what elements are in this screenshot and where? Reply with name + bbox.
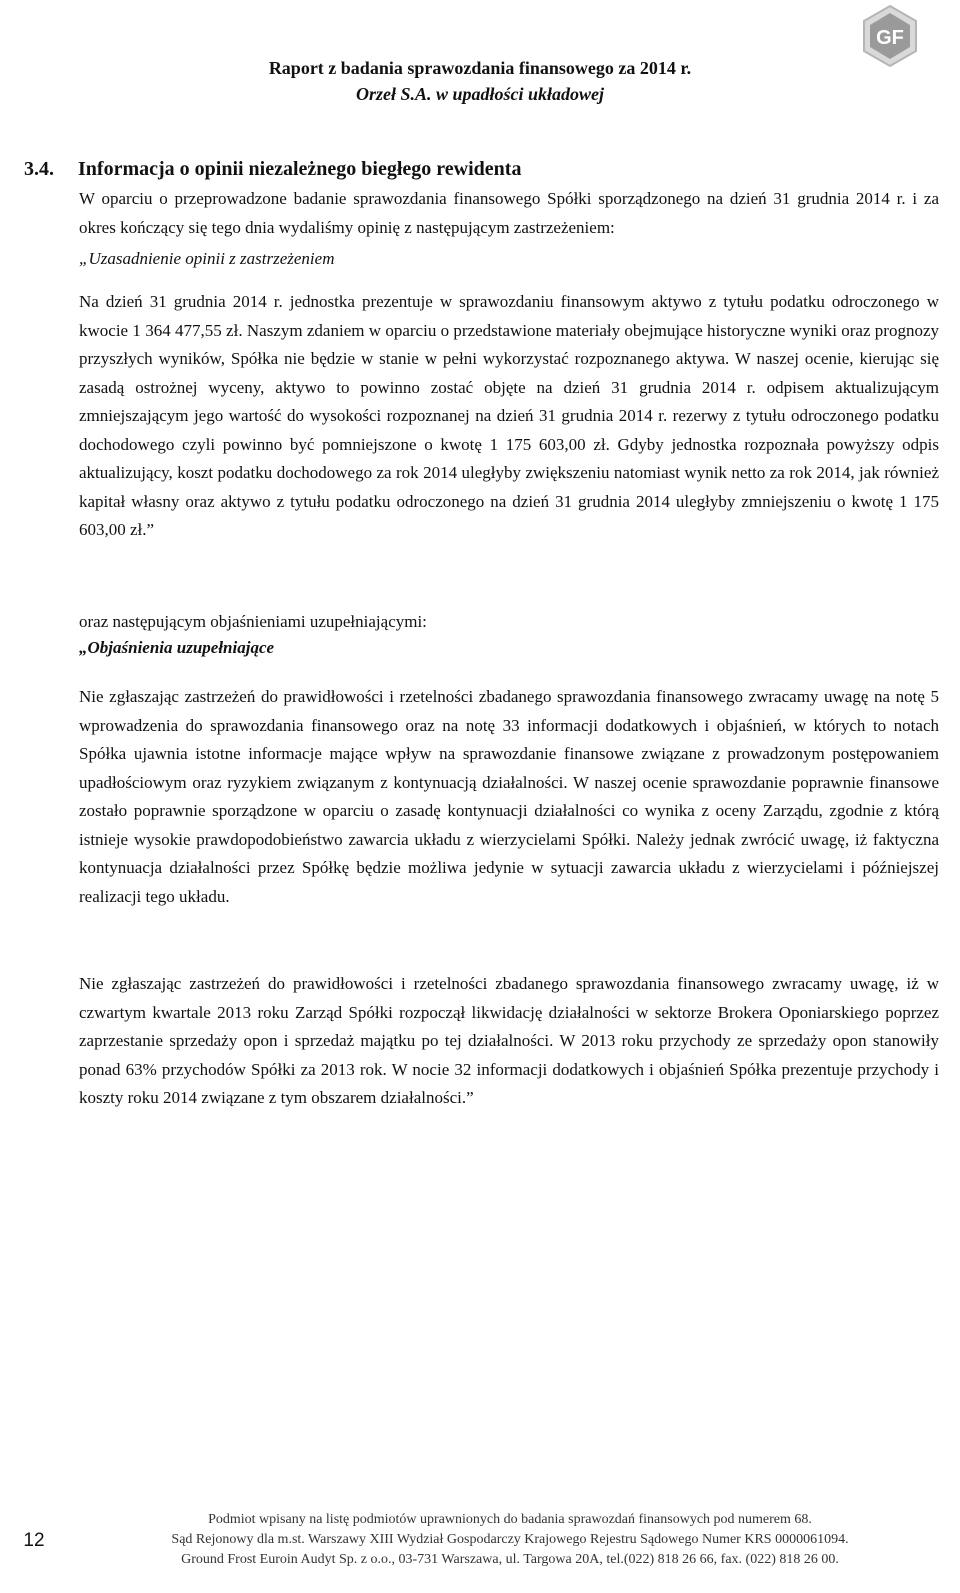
report-title: Raport z badania sprawozdania finansowego za 2014 r.	[268, 58, 692, 78]
footer-line-1: Podmiot wpisany na listę podmiotów uprawnionych do badania sprawozdań finansowych pod numerem 68.	[208, 1512, 812, 1527]
footer	[80, 1510, 940, 1570]
explanation-paragraph-2: Nie zgłaszając zastrzeżeń do prawidłowości i rzetelności zbadanego sprawozdania finansowego zwracamy uwagę, iż w czwartym kwartale 2013 roku Zarząd Spółki rozpoczął likwidację działalności w sektorze Brokera Oponiarskiego poprzez zaprzestanie sprzedaży opon i sprzedaż majątku po tej działalności. W 2013 roku przychody ze sprzedaży opon stanowiły ponad 63% przychodów Spółki za 2013 rok. W nocie 32 informacji dodatkowych i objaśnień Spółka prezentuje przychody i koszty roku 2014 związane z tym obszarem działalności.”	[79, 974, 939, 1107]
gf-logo-icon	[858, 4, 922, 68]
qualification-heading: „Uzasadnienie opinii z zastrzeżeniem	[79, 249, 335, 268]
explanations-intro: oraz następującym objaśnieniami uzupełniającymi:	[79, 612, 427, 631]
section-title: Informacja o opinii niezależnego biegłego rewidenta	[78, 158, 522, 180]
page-number: 12	[23, 1530, 45, 1551]
logo-text: GF	[876, 27, 904, 49]
section-number: 3.4.	[24, 158, 54, 180]
qualification-paragraph: Na dzień 31 grudnia 2014 r. jednostka prezentuje w sprawozdaniu finansowym aktywo z tytułu podatku odroczonego w kwocie 1 364 477,55 zł. Naszym zdaniem w oparciu o przedstawione materiały obejmujące historyczne wyniki oraz prognozy przyszłych wyników, Spółka nie będzie w stanie w pełni wykorzystać rozpoznanego aktywa. W naszej ocenie, kierując się zasadą ostrożnej wyceny, aktywo to powinno zostać objęte na dzień 31 grudnia 2014 r. odpisem aktualizującym zmniejszającym jego wartość do wysokości rozpoznanej na dzień 31 grudnia 2014 r. rezerwy z tytułu odroczonego podatku dochodowego czyli powinno być pomniejszone o kwotę 1 175 603,00 zł. Gdyby jednostka rozpoznała powyższy odpis aktualizujący, koszt podatku dochodowego za rok 2014 uległyby zwiększeniu natomiast wynik netto za rok 2014, jak również kapitał własny oraz aktywo z tytułu podatku odroczonego na dzień 31 grudnia 2014 uległyby zmniejszeniu o kwotę 1 175 603,00 zł.”	[79, 292, 939, 539]
intro-paragraph: W oparciu o przeprowadzone badanie sprawozdania finansowego Spółki sporządzonego na dzień 31 grudnia 2014 r. i za okres kończący się tego dnia wydaliśmy opinię z następującym zastrzeżeniem:	[79, 189, 939, 237]
report-subtitle: Orzeł S.A. w upadłości układowej	[355, 84, 605, 104]
footer-line-3: Ground Frost Euroin Audyt Sp. z o.o., 03-731 Warszawa, ul. Targowa 20A, tel.(022) 818 26 66, fax. (022) 818 26 00.	[181, 1552, 839, 1567]
footer-line-2: Sąd Rejonowy dla m.st. Warszawy XIII Wydział Gospodarczy Krajowego Rejestru Sądowego Numer KRS 0000061094.	[171, 1532, 849, 1547]
section-heading	[24, 158, 521, 181]
explanations-heading: „Objaśnienia uzupełniające	[79, 638, 275, 657]
explanation-paragraph-1: Nie zgłaszając zastrzeżeń do prawidłowości i rzetelności zbadanego sprawozdania finansowego zwracamy uwagę na notę 5 wprowadzenia do sprawozdania finansowego oraz na notę 33 informacji dodatkowych i objaśnień, w których to notach Spółka ujawnia istotne informacje mające wpływ na sprawozdanie finansowe związane z prowadzonym postępowaniem upadłościowym oraz ryzykiem związanym z kontynuacją działalności. W naszej ocenie sprawozdanie poprawnie finansowe zostało poprawnie sporządzone w oparciu o zasadę kontynuacji działalności co wynika z oceny Zarządu, zgodnie z którą istnieje wysokie prawdopodobieństwo zawarcia układu z wierzycielami Spółki. Należy jednak zwrócić uwagę, iż faktyczna kontynuacja działalności przez Spółkę będzie możliwa jedynie w sytuacji zawarcia układu z wierzycielami i późniejszej realizacji tego układu.	[79, 687, 939, 906]
